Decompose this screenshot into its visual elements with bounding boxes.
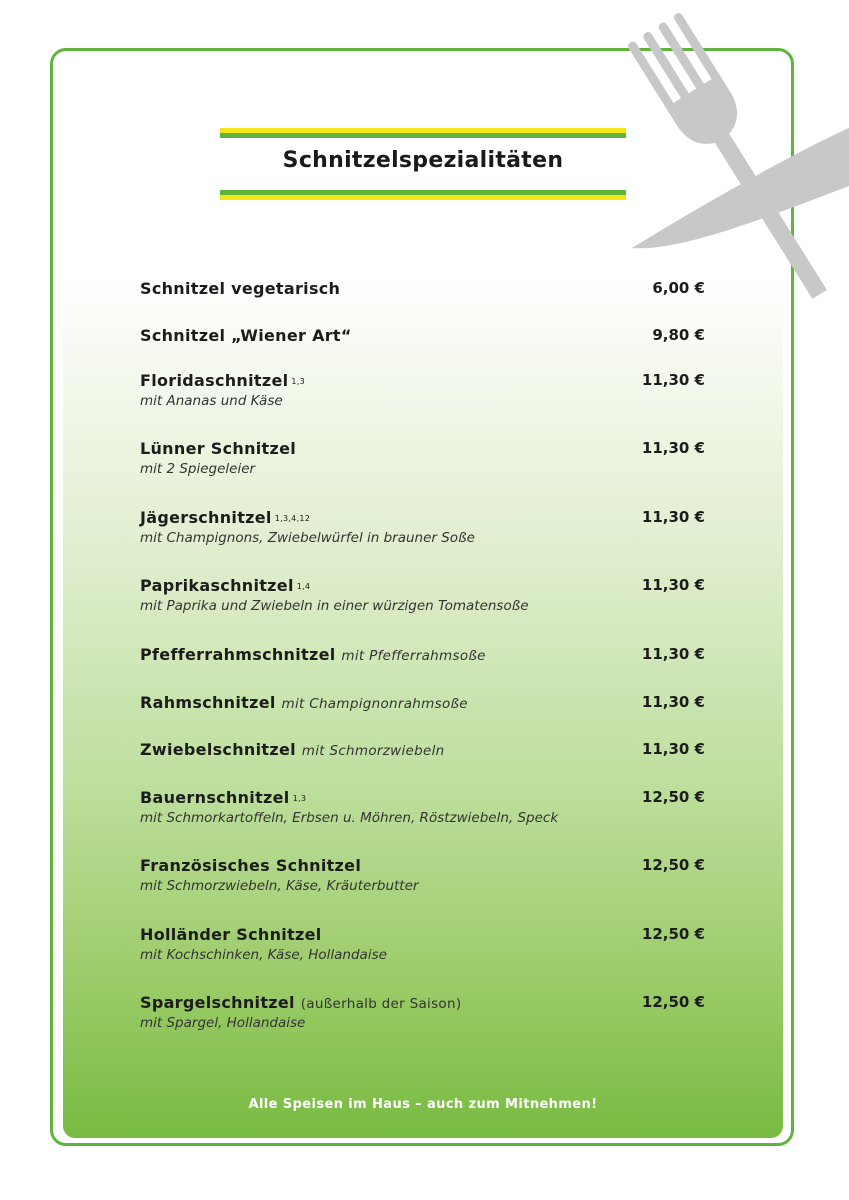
heading-stripe-yellow	[220, 195, 626, 200]
item-name: Bauernschnitzel	[140, 788, 290, 807]
fork-and-knife-icon	[620, 0, 849, 310]
item-price: 11,30 €	[641, 576, 705, 594]
item-description: mit Schmorkartoffeln, Erbsen u. Möhren, Röstzwiebeln, Speck	[140, 810, 559, 826]
menu-item	[140, 645, 705, 664]
menu-item	[140, 439, 705, 477]
page-title: Schnitzelspezialitäten	[282, 148, 564, 173]
item-name: Spargelschnitzel	[140, 993, 295, 1012]
item-price: 11,30 €	[641, 371, 705, 389]
item-name: Französisches Schnitzel	[140, 856, 362, 875]
item-description: mit Schmorzwiebeln, Käse, Kräuterbutter	[140, 878, 419, 894]
menu-item	[140, 856, 705, 894]
menu-item	[140, 788, 705, 826]
item-price: 11,30 €	[641, 508, 705, 526]
item-description: mit Champignonrahmsoße	[281, 696, 468, 712]
item-description: mit Champignons, Zwiebelwürfel in brauner Soße	[140, 530, 475, 546]
item-name: Pfefferrahmschnitzel	[140, 645, 336, 664]
menu-item	[140, 993, 705, 1031]
item-description: mit Kochschinken, Käse, Hollandaise	[140, 947, 387, 963]
item-price: 11,30 €	[641, 740, 705, 758]
item-name: Jägerschnitzel	[140, 508, 272, 527]
item-description: mit Spargel, Hollandaise	[140, 1015, 306, 1031]
item-name: Lünner Schnitzel	[140, 439, 297, 458]
item-description: mit Pfefferrahmsoße	[341, 648, 486, 664]
item-price: 11,30 €	[641, 439, 705, 457]
menu-item	[140, 508, 705, 546]
item-price: 12,50 €	[641, 788, 705, 806]
item-name: Paprikaschnitzel	[140, 576, 294, 595]
menu-item	[140, 740, 705, 759]
item-name: Holländer Schnitzel	[140, 925, 322, 944]
menu-item	[140, 925, 705, 963]
item-description: mit 2 Spiegeleier	[140, 461, 256, 477]
menu-item	[140, 326, 705, 345]
menu-item	[140, 693, 705, 712]
item-price: 6,00 €	[652, 279, 705, 297]
item-name: Floridaschnitzel	[140, 371, 289, 390]
item-price: 12,50 €	[641, 925, 705, 943]
item-name: Rahmschnitzel	[140, 693, 276, 712]
heading-banner	[220, 128, 626, 200]
item-price: 9,80 €	[652, 326, 705, 344]
heading-stripe-green	[220, 133, 626, 138]
menu-item	[140, 576, 705, 614]
item-allergens: 1,4	[296, 582, 311, 591]
item-description: mit Paprika und Zwiebeln in einer würzigen Tomatensoße	[140, 598, 529, 614]
item-name: Schnitzel „Wiener Art“	[140, 326, 352, 345]
item-note: (außerhalb der Saison)	[300, 996, 462, 1012]
item-description: mit Ananas und Käse	[140, 393, 283, 409]
item-name: Zwiebelschnitzel	[140, 740, 296, 759]
menu-item	[140, 371, 705, 409]
menu-item	[140, 279, 705, 298]
item-name: Schnitzel vegetarisch	[140, 279, 341, 298]
item-price: 11,30 €	[641, 693, 705, 711]
item-allergens: 1,3	[291, 377, 306, 386]
item-price: 12,50 €	[641, 993, 705, 1011]
item-allergens: 1,3	[292, 794, 307, 803]
item-price: 12,50 €	[641, 856, 705, 874]
item-price: 11,30 €	[641, 645, 705, 663]
item-allergens: 1,3,4,12	[274, 514, 311, 523]
item-description: mit Schmorzwiebeln	[301, 743, 445, 759]
footer-note: Alle Speisen im Haus – auch zum Mitnehmen!	[248, 1097, 598, 1112]
